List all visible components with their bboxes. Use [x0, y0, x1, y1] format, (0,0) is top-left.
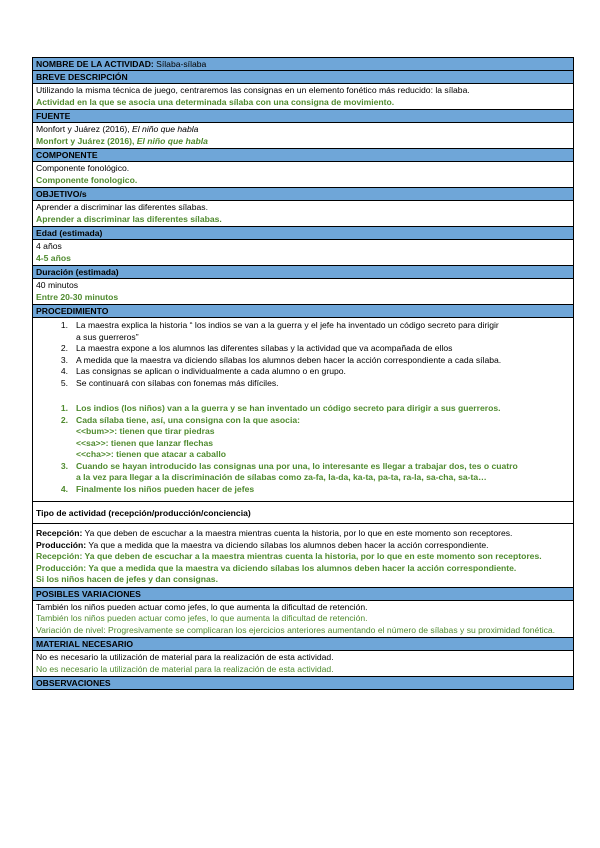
duracion-green-text: Entre 20-30 minutos [36, 291, 119, 302]
variaciones-header: POSIBLES VARIACIONES [33, 588, 573, 601]
descripcion-green-text: Actividad en la que se asocia una determinada sílaba con una consigna de movimiento. [36, 96, 395, 107]
tipo-header: Tipo de actividad (recepción/producción/conciencia) [33, 502, 573, 524]
list-item: 4. Finalmente los niños pueden hacer de jefes [60, 483, 255, 494]
procedimiento-cell [33, 318, 573, 502]
duracion-text: 40 minutos [36, 280, 79, 290]
duracion-cell [33, 279, 573, 305]
material-text: No es necesario la utilización de material para la realización de esta actividad. [36, 652, 334, 662]
edad-cell [33, 240, 573, 266]
variaciones-green-text-1: También los niños pueden actuar como jefes, lo que aumenta la dificultad de retención. [36, 613, 368, 623]
edad-header: Edad (estimada) [33, 227, 573, 240]
recepcion-text: Recepción: Ya que deben de escuchar a la maestra mientras cuenta la historia, por lo que en este momento son receptores. [36, 528, 513, 538]
variaciones-green-text-2: Variación de nivel: Progresivamente se complicaran los ejercicios anteriores aumentando el número de sílabas y su proximidad fonética. [36, 624, 556, 635]
list-item: 5. Se continuará con sílabas con fonemas más difíciles. [60, 377, 279, 388]
list-subitem: <<sa>>: tienen que lanzar flechas [76, 437, 214, 448]
fuente-green-text: Monfort y Juárez (2016), El niño que habla [36, 135, 208, 146]
procedimiento-header: PROCEDIMIENTO [33, 305, 573, 318]
descripcion-text: Utilizando la misma técnica de juego, centraremos las consignas en un elemento fonético más reducido: la sílaba. [36, 85, 470, 95]
componente-cell [33, 162, 573, 188]
produccion-text: Producción: Ya que a medida que la maestra va diciendo sílabas los alumnos deben hacer la acción correspondiente. [36, 539, 489, 550]
activity-name-value: Sílaba-sílaba [156, 59, 207, 69]
list-item: 1. Los indios (los niños) van a la guerra y se han inventado un código secreto para dirigir a sus guerreros. [60, 403, 501, 413]
material-header: MATERIAL NECESARIO [33, 638, 573, 651]
list-item: 1. La maestra explica la historia “ los indios se van a la guerra y el jefe ha inventado un código secreto para dirigir a sus guerreros” [60, 320, 499, 342]
activity-name-label: NOMBRE DE LA ACTIVIDAD: [36, 59, 154, 69]
list-item: 4. Las consignas se aplican o individualmente a cada alumno o en grupo. [60, 366, 346, 376]
componente-text: Componente fonológico. [36, 163, 130, 173]
variaciones-text: También los niños pueden actuar como jefes, lo que aumenta la dificultad de retención. [36, 601, 368, 612]
componente-green-text: Componente fonologico. [36, 174, 138, 185]
edad-text: 4 años [36, 241, 62, 251]
material-cell [33, 651, 573, 677]
activity-sheet [32, 57, 574, 690]
objetivo-text: Aprender a discriminar las diferentes sílabas. [36, 202, 208, 212]
recepcion-green-text: Recepción: Ya que deben de escuchar a la maestra mientras cuenta la historia, por lo que en este momento son receptores. [36, 551, 542, 561]
fuente-cell [33, 123, 573, 149]
list-item: 3. Cuando se hayan introducido las consignas una por una, lo interesante es llegar a trabajar dos, tes o cuatro a la vez para llegar a la discriminación de sílabas como za-fa, la-da, ka-ta, pa-ta, ra-la, sa-cha, sa-ta… [60, 460, 518, 482]
descripcion-cell [33, 84, 573, 110]
tipo-cell [33, 524, 573, 588]
produccion-green-text: Producción: Ya que a medida que la maestra va diciendo sílabas los alumnos deben hacer la acción correspondiente. [36, 562, 517, 573]
list-item: 2. Cada sílaba tiene, así, una consigna con la que asocia: [60, 414, 300, 425]
activity-name-row [33, 58, 573, 71]
fuente-header: FUENTE [33, 110, 573, 123]
list-item: 3. A medida que la maestra va diciendo sílabas los alumnos deben hacer la acción correspondiente a cada sílaba. [60, 354, 502, 365]
list-subitem: <<bum>>: tienen que tirar piedras [76, 426, 215, 436]
objetivo-cell [33, 201, 573, 227]
variaciones-cell [33, 601, 573, 639]
material-green-text: No es necesario la utilización de material para la realización de esta actividad. [36, 663, 334, 674]
observaciones-header: OBSERVACIONES [33, 677, 573, 690]
jefes-green-text: Si los niños hacen de jefes y dan consignas. [36, 574, 218, 584]
list-subitem: <<cha>>: tienen que atacar a caballo [76, 449, 226, 459]
edad-green-text: 4-5 años [36, 252, 71, 263]
componente-header: COMPONENTE [33, 149, 573, 162]
fuente-text: Monfort y Juárez (2016), El niño que habla [36, 124, 199, 134]
objetivo-green-text: Aprender a discriminar las diferentes sílabas. [36, 213, 222, 224]
duracion-header: Duración (estimada) [33, 266, 573, 279]
objetivo-header: OBJETIVO/s [33, 188, 573, 201]
descripcion-header: BREVE DESCRIPCIÓN [33, 71, 573, 84]
list-item: 2. La maestra expone a los alumnos las diferentes sílabas y la actividad que va acompañada de ellos [60, 343, 453, 353]
